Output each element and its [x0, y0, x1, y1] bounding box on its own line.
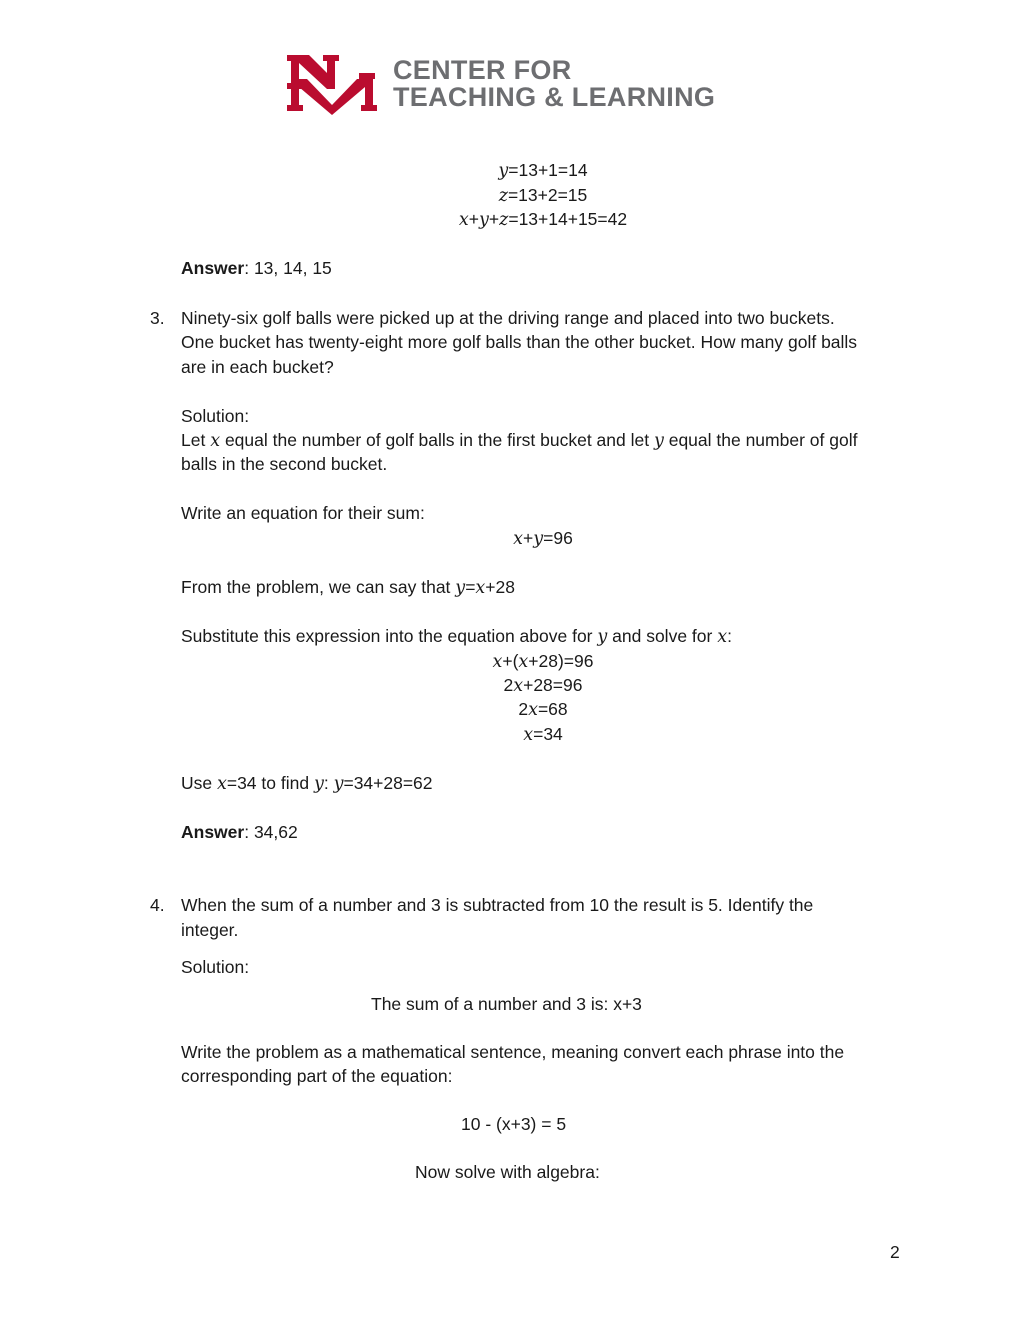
answer-problem-3: Answer: 34,62 [181, 822, 298, 842]
problem-3-step-4: x=34 [523, 724, 563, 745]
problem-3-step-1: x+(x+28)=96 [492, 651, 594, 672]
svg-text:®: ® [373, 105, 377, 111]
logo-line-1: CENTER FOR [393, 55, 572, 85]
problem-4-text-line-1: When the sum of a number and 3 is subtracted from 10 the result is 5. Identify the [181, 895, 814, 915]
equation-y: y=13+1=14 [498, 160, 588, 181]
equation-sum: x+y+z=13+14+15=42 [458, 209, 628, 230]
problem-4-write-line-1: Write the problem as a mathematical sentence, meaning convert each phrase into the [181, 1042, 845, 1062]
problem-3-step-3: 2x=68 [518, 699, 568, 720]
problem-4-solution-label: Solution: [181, 957, 250, 977]
problem-3-text-line-1: Ninety-six golf balls were picked up at the driving range and placed into two buckets. [181, 308, 835, 328]
equation-z: z=13+2=15 [498, 185, 588, 206]
logo-text [393, 57, 715, 111]
problem-3-use-x: Use x=34 to find y: y=34+28=62 [181, 773, 433, 794]
problem-3-text-line-2: One bucket has twenty-eight more golf balls than the other bucket. How many golf balls [181, 332, 858, 352]
problem-4-write-line-2: corresponding part of the equation: [181, 1066, 453, 1086]
unm-logo-icon [285, 53, 379, 115]
problem-4-equation: 10 - (x+3) = 5 [461, 1114, 567, 1134]
problem-3-substitute: Substitute this expression into the equation above for y and solve for x: [181, 626, 732, 647]
problem-3-step-2: 2x+28=96 [503, 675, 583, 696]
unm-ctl-logo [285, 52, 715, 116]
answer-problem-2: Answer: 13, 14, 15 [181, 258, 332, 278]
problem-4-number: 4. [150, 895, 165, 915]
problem-4-now-solve: Now solve with algebra: [415, 1162, 600, 1182]
problem-3-from-problem: From the problem, we can say that y=x+28 [181, 577, 515, 598]
logo-line-2: TEACHING & LEARNING [393, 82, 716, 112]
problem-3-solution-label: Solution: [181, 406, 250, 426]
problem-3-number: 3. [150, 308, 165, 328]
problem-4-sum-text: The sum of a number and 3 is: x+3 [371, 994, 642, 1014]
problem-3-let-line-2: balls in the second bucket. [181, 454, 388, 474]
page-number: 2 [890, 1242, 900, 1262]
problem-3-text-line-3: are in each bucket? [181, 357, 334, 377]
problem-3-sum-equation: x+y=96 [513, 528, 573, 549]
problem-3-write-sum: Write an equation for their sum: [181, 503, 425, 523]
problem-4-text-line-2: integer. [181, 920, 239, 940]
problem-3-let-line-1: Let x equal the number of golf balls in the first bucket and let y equal the number of golf [181, 430, 858, 451]
